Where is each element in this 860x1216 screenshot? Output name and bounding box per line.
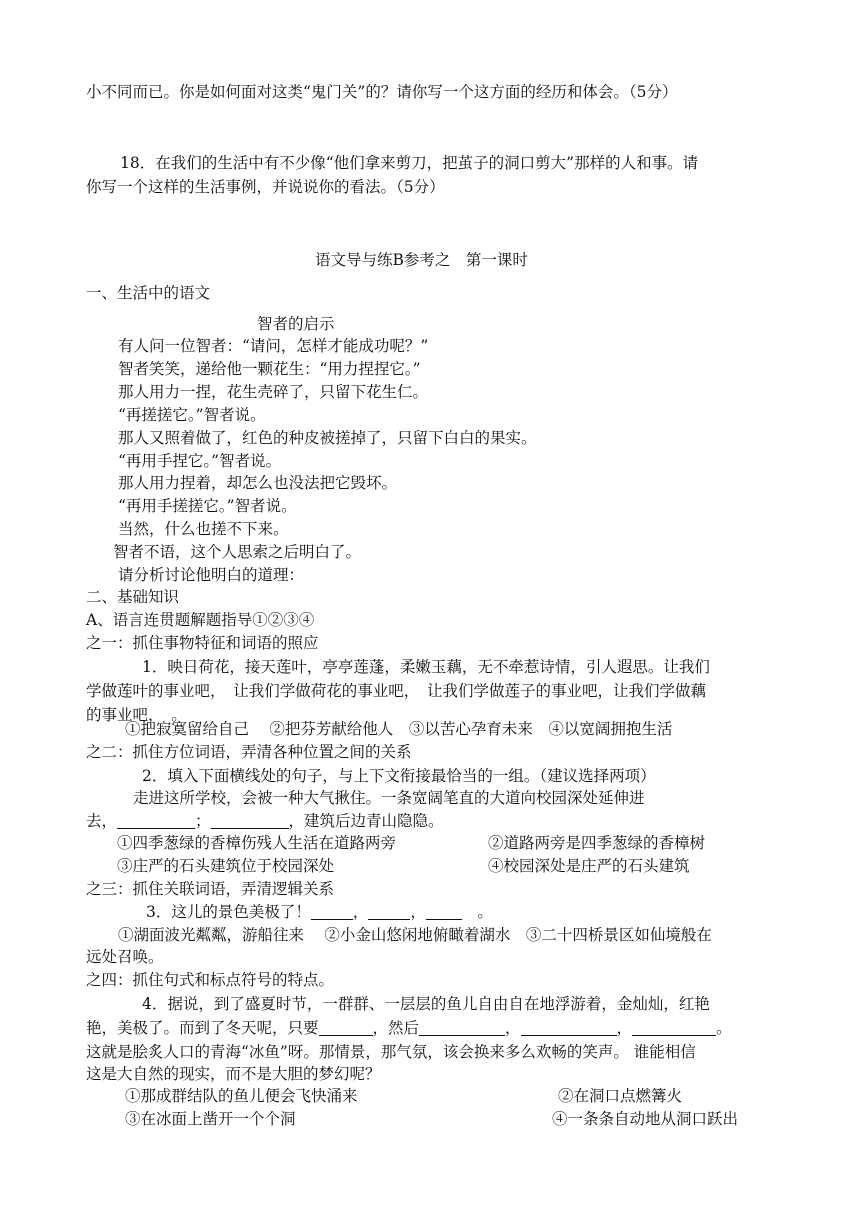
story-title: 智者的启示 [257,315,335,333]
q3-end: 。 [461,903,493,921]
q4-line-2 [86,1017,732,1039]
q4-line-3: 这就是脍炙人口的青海“冰鱼”呀。那情景，那气氛，该会换来多么欢畅的笑声。 谁能相信 [86,1043,696,1061]
q2-text-b: ； [195,812,211,830]
answer-blank[interactable] [368,903,410,920]
q2-option-3: ③庄严的石头建筑位于校园深处 [117,857,335,875]
q2-line-3 [86,810,444,832]
q3-options-line-2: 远处召唤。 [86,948,164,966]
q2-text-c: ，建筑后边青山隐隐。 [288,812,444,830]
answer-blank[interactable] [426,903,462,920]
q3-options-line-1: ①湖面波光粼粼，游船往来 ②小金山悠闲地俯瞰着湖水 ③二十四桥景区如仙境般在 [118,926,712,944]
q4-text-b: ，然后 [372,1019,420,1037]
q1-line-1: 1．映日荷花，接天莲叶，亭亭莲蓬，柔嫩玉藕，无不牵惹诗情，引人遐思。让我们 [142,658,710,676]
q4-option-1: ①那成群结队的鱼儿便会飞快涌来 [125,1087,358,1105]
q4-line-4: 这是大自然的现实，而不是大胆的梦幻呢？ [86,1065,381,1083]
part2-title: 之二：抓住方位词语，弄清各种位置之间的关系 [86,743,412,761]
answer-blank[interactable] [419,1019,505,1036]
q4-text-d: ， [616,1019,633,1037]
q17-text: 小不同而已。你是如何面对这类“鬼门关”的？请你写一个这方面的经历和体会。（5分） [86,83,678,101]
story-line: “再用手搓搓它。”智者说。 [118,497,297,515]
answer-blank[interactable] [632,1019,716,1036]
q3-text: 3．这儿的景色美极了！ [146,903,311,921]
q4-line-1: 4．据说，到了盛夏时节，一群群、一层层的鱼儿自由自在地浮游着，金灿灿，红艳 [142,995,710,1013]
q2-option-1: ①四季葱绿的香樟伤残人生活在道路两旁 [117,834,397,852]
q4-text-c: ， [505,1019,521,1037]
story-line: 智者不语，这个人思索之后明白了。 [113,543,362,561]
q4-text-e: 。 [716,1019,732,1037]
story-line: “再搓搓它。”智者说。 [118,406,266,424]
q2-text-a: 去， [86,812,118,830]
q18-line-2: 你写一个这样的生活事例，并说说你的看法。（5分） [86,178,445,196]
part4-title: 之四：抓住句式和标点符号的特点。 [86,971,335,989]
q2-option-4: ④校园深处是庄严的石头建筑 [488,857,690,875]
q2-option-2: ②道路两旁是四季葱绿的香樟树 [488,834,706,852]
q3-sep: ， [352,903,369,921]
q1-line-2: 学做莲叶的事业吧， 让我们学做荷花的事业吧， 让我们学做莲子的事业吧，让我们学做藕 [86,682,707,700]
part3-title: 之三：抓住关联词语，弄清逻辑关系 [86,880,335,898]
q4-text-a: 艳，美极了。而到了冬天呢，只要 [86,1019,319,1037]
answer-blank[interactable] [117,812,195,829]
q2-line-2: 走进这所学校，会被一种大气揪住。一条宽阔笔直的大道向校园深处延伸进 [133,789,645,807]
q4-option-4: ④一条条自动地从洞口跃出 [552,1110,739,1128]
answer-blank[interactable] [521,1019,617,1036]
story-line: “再用手捏它。”智者说。 [118,452,282,470]
q4-option-2: ②在洞口点燃篝火 [558,1087,683,1105]
answer-blank[interactable] [319,1019,373,1036]
q1-options: ①把寂寞留给自己 ②把芬芳献给他人 ③以苦心孕育未来 ④以宽阔拥抱生活 [125,720,673,738]
story-line: 那人用力一捏，花生壳碎了，只留下花生仁。 [118,383,429,401]
section2-heading: 二、基础知识 [86,588,180,606]
section1-heading: 一、生活中的语文 [86,284,211,302]
story-line: 请分析讨论他明白的道理： [118,566,305,584]
q18-line-1: 18．在我们的生活中有不少像“他们拿来剪刀，把茧子的洞口剪大”那样的人和事。请 [120,154,699,172]
q3-line-1 [146,901,493,923]
q2-line-1: 2．填入下面横线处的句子，与上下文衔接最恰当的一组。（建议选择两项） [142,767,656,785]
q3-sep: ， [410,903,426,921]
answer-title: 语文导与练B参考之 第一课时 [315,251,528,269]
story-line: 有人问一位智者：“请问，怎样才能成功呢？” [118,337,429,355]
section2-subheading: A、语言连贯题解题指导①②③④ [86,611,315,629]
answer-blank[interactable] [211,812,289,829]
story-line: 智者笑笑，递给他一颗花生：“用力捏捏它。” [118,360,421,378]
answer-blank[interactable] [311,903,353,920]
story-line: 当然，什么也搓不下来。 [118,520,289,538]
part1-title: 之一：抓住事物特征和词语的照应 [86,634,319,652]
story-line: 那人又照着做了，红色的种皮被搓掉了，只留下白白的果实。 [118,429,537,447]
q4-option-3: ③在冰面上凿开一个个洞 [125,1110,296,1128]
story-line: 那人用力捏着，却怎么也没法把它毁坏。 [118,474,398,492]
q1-line-3: 的事业吧， 。 [86,706,187,724]
